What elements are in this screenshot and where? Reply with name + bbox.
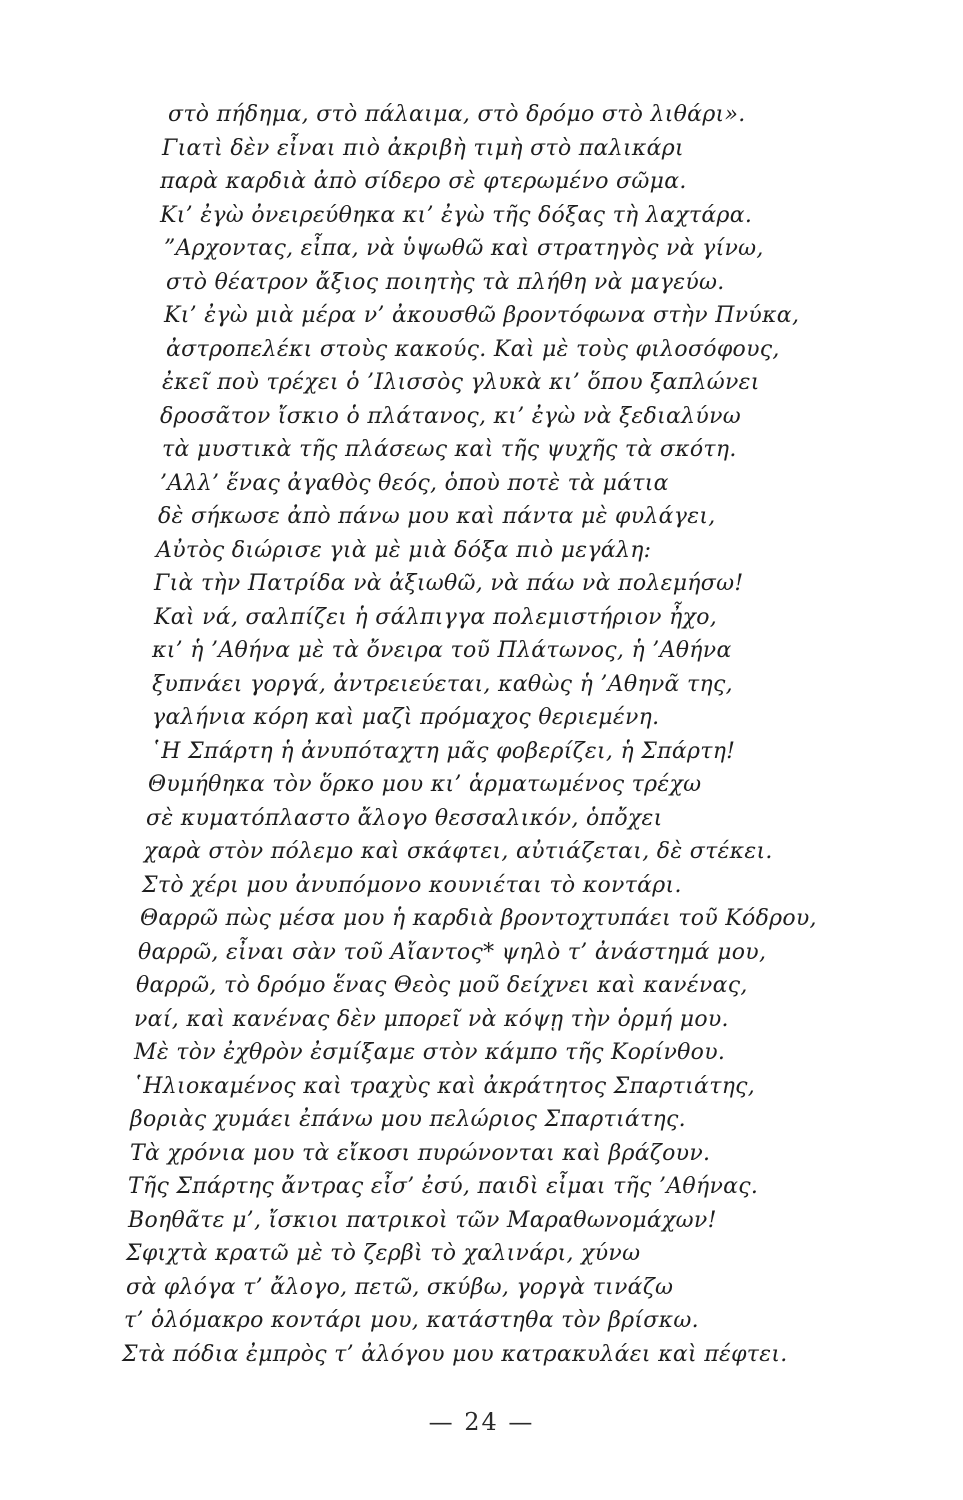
poem-line: ἀστροπελέκι στοὺς κακούς. Καὶ μὲ τοὺς φιλοσόφους, xyxy=(166,336,780,362)
poem-line: ’Αλλ’ ἕνας ἀγαθὸς θεός, ὁποὺ ποτὲ τὰ μάτια xyxy=(160,470,669,496)
poem-line: θαρρῶ, εἶναι σὰν τοῦ Αἴαντος* ψηλὸ τ’ ἀνάστημά μου, xyxy=(138,939,767,965)
poem-line: τὰ μυστικὰ τῆς πλάσεως καὶ τῆς ψυχῆς τὰ σκότη. xyxy=(162,437,737,462)
poem-line: Τὰ χρόνια μου τὰ εἴκοσι πυρώνονται καὶ βράζουν. xyxy=(130,1140,711,1166)
poem-line: Στὸ χέρι μου ἀνυπόμονο κουνιέται τὸ κοντάρι. xyxy=(142,872,682,898)
page-number: — 24 — xyxy=(428,1408,535,1436)
poem-line: Μὲ τὸν ἐχθρὸν ἐσμίξαμε στὸν κάμπο τῆς Κορίνθου. xyxy=(134,1040,726,1065)
poem-line: ῾Ηλιοκαμένος καὶ τραχὺς καὶ ἀκράτητος Σπαρτιάτης, xyxy=(132,1073,756,1099)
poem-line: ναί, καὶ κανένας δὲν μπορεῖ νὰ κόψῃ τὴν ὁρμή μου. xyxy=(134,1006,729,1032)
poem-line: Βοηθᾶτε μ’, ἴσκιοι πατρικοὶ τῶν Μαραθωνομάχων! xyxy=(128,1207,717,1233)
poem-line: γαλήνια κόρη καὶ μαζὶ πρόμαχος θεριεμένη. xyxy=(152,705,660,730)
poem-line: Γιὰ τὴν Πατρίδα νὰ ἀξιωθῶ, νὰ πάω νὰ πολεμήσω! xyxy=(154,571,744,596)
poem-line: Αὐτὸς διώρισε γιὰ μὲ μιὰ δόξα πιὸ μεγάλη: xyxy=(156,537,652,563)
poem-line: παρὰ καρδιὰ ἀπὸ σίδερο σὲ φτερωμένο σῶμα. xyxy=(160,169,687,194)
poem-line: δὲ σήκωσε ἀπὸ πάνω μου καὶ πάντα μὲ φυλάγει, xyxy=(158,504,716,529)
poem-line: ξυπνάει γοργά, ἀντρειεύεται, καθὼς ἡ ’Αθηνᾶ της, xyxy=(152,671,733,697)
poem-text xyxy=(122,98,928,1371)
poem-line: στὸ θέατρον ἄξιος ποιητὴς τὰ πλήθη νὰ μαγεύω. xyxy=(166,269,725,295)
poem-line: Κι’ ἐγὼ ὀνειρεύθηκα κι’ ἐγὼ τῆς δόξας τὴ λαχτάρα. xyxy=(160,202,753,228)
poem-line: ἐκεῖ ποὺ τρέχει ὁ ’Ιλισσὸς γλυκὰ κι’ ὅπου ξαπλώνει xyxy=(162,370,760,395)
poem-line: χαρὰ στὸν πόλεμο καὶ σκάφτει, αὐτιάζεται, δὲ στέκει. xyxy=(144,839,773,864)
poem-line: Γιατὶ δὲν εἶναι πιὸ ἀκριβὴ τιμὴ στὸ παλικάρι xyxy=(162,135,684,161)
poem-line: Θαρρῶ πὼς μέσα μου ἡ καρδιὰ βροντοχτυπάει τοῦ Κόδρου, xyxy=(140,906,817,931)
poem-line: κι’ ἡ ’Αθήνα μὲ τὰ ὄνειρα τοῦ Πλάτωνος, ἡ ’Αθήνα xyxy=(152,638,732,663)
poem-line: δροσᾶτον ἴσκιο ὁ πλάτανος, κι’ ἐγὼ νὰ ξεδιαλύνω xyxy=(160,403,741,429)
poem-line: σὰ φλόγα τ’ ἄλογο, πετῶ, σκύβω, γοργὰ τινάζω xyxy=(126,1274,674,1300)
poem-line: Κι’ ἐγὼ μιὰ μέρα ν’ ἀκουσθῶ βροντόφωνα στὴν Πνύκα, xyxy=(164,303,800,328)
poem-line: σὲ κυματόπλαστο ἄλογο θεσσαλικόν, ὁπὄχει xyxy=(146,805,663,831)
poem-line: Στὰ πόδια ἐμπρὸς τ’ ἀλόγου μου κατρακυλάει καὶ πέφτει. xyxy=(122,1341,788,1367)
poem-line: τ’ ὁλόμακρο κοντάρι μου, κατάστηθα τὸν βρίσκω. xyxy=(124,1308,699,1333)
poem-line: θαρρῶ, τὸ δρόμο ἕνας Θεὸς μοῦ δείχνει καὶ κανένας, xyxy=(136,973,748,998)
poem-line: Σφιχτὰ κρατῶ μὲ τὸ ζερβὶ τὸ χαλινάρι, χύνω xyxy=(126,1241,641,1266)
poem-line: Καὶ νά, σαλπίζει ἡ σάλπιγγα πολεμιστήριον ἦχο, xyxy=(154,604,718,630)
poem-line: βοριὰς χυμάει ἐπάνω μου πελώριος Σπαρτιάτης. xyxy=(130,1107,686,1132)
poem-line: Θυμήθηκα τὸν ὅρκο μου κι’ ἁρματωμένος τρέχω xyxy=(148,772,702,797)
poem-line: ῾Η Σπάρτη ἡ ἀνυπόταχτη μᾶς φοβερίζει, ἡ Σπάρτη! xyxy=(150,738,736,764)
poem-line: ”Αρχοντας, εἶπα, νὰ ὑψωθῶ καὶ στρατηγὸς νὰ γίνω, xyxy=(164,236,764,261)
poem-line: στὸ πήδημα, στὸ πάλαιμα, στὸ δρόμο στὸ λιθάρι». xyxy=(168,102,746,127)
poem-line: Τῆς Σπάρτης ἄντρας εἶσ’ ἐσύ, παιδὶ εἶμαι τῆς ’Αθήνας. xyxy=(128,1174,759,1199)
